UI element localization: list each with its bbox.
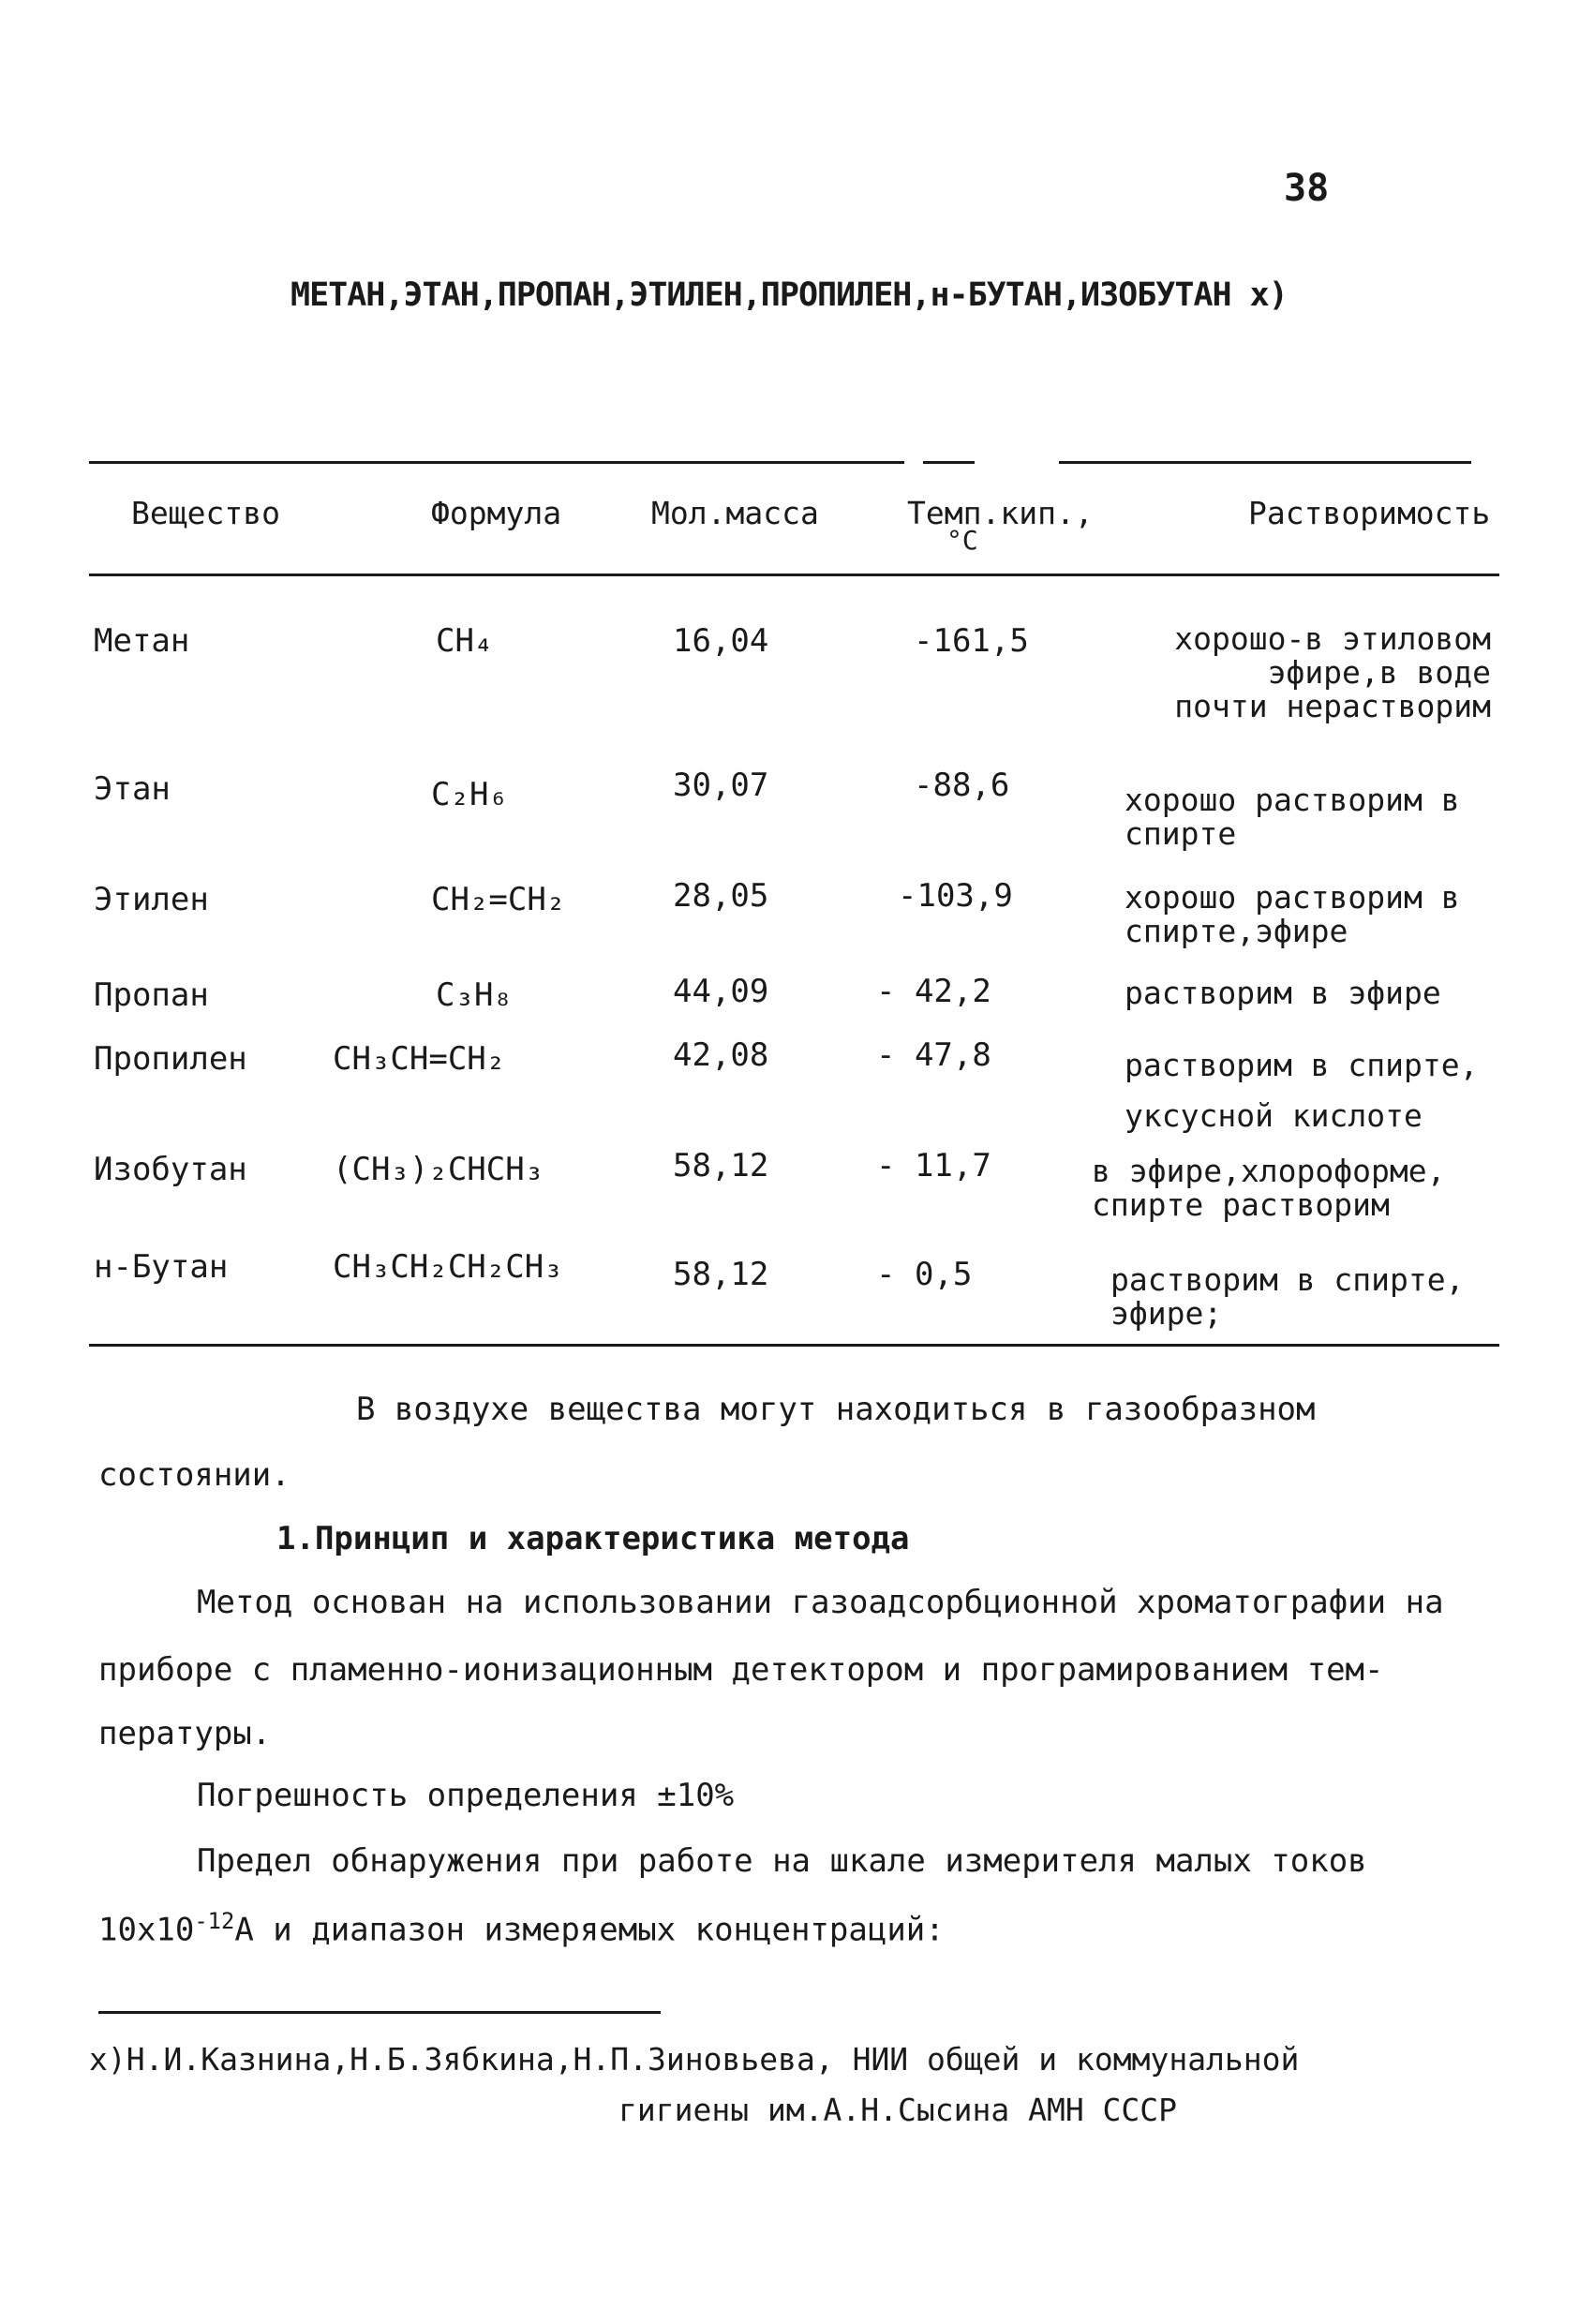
table-top-rule <box>89 461 904 464</box>
table-header-rule <box>89 574 1499 576</box>
cell-mol-mass: 30,07 <box>673 767 769 804</box>
cell-substance: Пропилен <box>94 1040 247 1078</box>
paragraph-air-state: В воздухе вещества могут находиться в газообразном <box>356 1391 1316 1428</box>
cell-mol-mass: 28,05 <box>673 877 769 915</box>
cell-formula: (CH₃)₂CHCH₃ <box>333 1151 544 1188</box>
cell-formula: CH₃CH₂CH₂CH₃ <box>333 1248 563 1286</box>
header-substance: Вещество <box>131 495 280 531</box>
detection-value: 10х10 <box>98 1911 195 1949</box>
cell-boil-temp: -103,9 <box>898 877 1013 915</box>
paragraph-detection-2 <box>98 1908 945 1948</box>
table-top-rule-segment <box>923 461 975 464</box>
paragraph-method-1: Метод основан на использовании газоадсорбционной хроматографии на <box>197 1584 1444 1621</box>
cell-solubility: хорошо-в этиловом эфире,в воде почти нерастворим <box>1174 620 1491 724</box>
cell-solubility: растворим в спирте, эфире; <box>1110 1261 1465 1332</box>
cell-substance: Изобутан <box>94 1151 247 1188</box>
cell-formula: CH₂=CH₂ <box>431 881 566 918</box>
cell-mol-mass: 16,04 <box>673 622 769 660</box>
cell-boil-temp: -161,5 <box>914 622 1029 660</box>
page-number: 38 <box>1284 167 1330 210</box>
cell-mol-mass: 58,12 <box>673 1147 769 1184</box>
detection-rest: А и диапазон измеряемых концентраций: <box>234 1911 945 1949</box>
header-boil-temp: Темп.кип., <box>907 495 1094 531</box>
header-solubility: Растворимость <box>1248 495 1491 531</box>
paragraph-air-state-cont: состоянии. <box>98 1456 290 1494</box>
cell-boil-temp: - 11,7 <box>876 1147 991 1184</box>
cell-substance: н-Бутан <box>94 1248 229 1286</box>
cell-boil-temp: -88,6 <box>914 767 1010 804</box>
cell-substance: Пропан <box>94 976 209 1014</box>
cell-solubility: растворим в спирте, уксусной кислоте <box>1125 1047 1479 1134</box>
paragraph-detection-1: Предел обнаружения при работе на шкале измерителя малых токов <box>197 1842 1367 1880</box>
cell-substance: Метан <box>94 622 190 660</box>
cell-substance: Этилен <box>94 881 209 918</box>
paragraph-error: Погрешность определения ±10% <box>197 1777 735 1814</box>
cell-mol-mass: 44,09 <box>673 973 769 1010</box>
cell-boil-temp: - 0,5 <box>876 1256 973 1293</box>
cell-formula: C₂H₆ <box>431 776 508 813</box>
header-boil-unit: °С <box>946 525 978 556</box>
paragraph-method-3: пературы. <box>98 1715 272 1752</box>
cell-solubility: хорошо растворим в спирте,эфире <box>1125 879 1460 949</box>
cell-solubility: в эфире,хлороформе, спирте растворим <box>1092 1153 1446 1223</box>
cell-formula: C₃H₈ <box>436 976 513 1014</box>
paragraph-method-2: приборе с пламенно-ионизационным детектором и програмированием тем- <box>98 1651 1384 1689</box>
document-title: МЕТАН,ЭТАН,ПРОПАН,ЭТИЛЕН,ПРОПИЛЕН,н-БУТАН,ИЗОБУТАН х) <box>290 276 1288 314</box>
table-top-rule-segment <box>1059 461 1471 464</box>
cell-substance: Этан <box>94 770 171 808</box>
header-formula: Формула <box>431 495 562 531</box>
cell-formula: CH₄ <box>436 622 494 660</box>
cell-solubility: растворим в эфире <box>1125 975 1441 1011</box>
footnote-line-2: гигиены им.А.Н.Сысина АМН СССР <box>618 2092 1178 2128</box>
header-mol-mass: Мол.масса <box>651 495 819 531</box>
footnote-line-1: х)Н.И.Казнина,Н.Б.Зябкина,Н.П.Зиновьева, НИИ общей и коммунальной <box>89 2041 1300 2078</box>
cell-boil-temp: - 47,8 <box>876 1036 991 1074</box>
table-bottom-rule <box>89 1344 1499 1347</box>
cell-solubility: хорошо растворим в спирте <box>1125 782 1460 852</box>
cell-mol-mass: 42,08 <box>673 1036 769 1074</box>
section-heading: 1.Принцип и характеристика метода <box>276 1520 910 1557</box>
cell-boil-temp: - 42,2 <box>876 973 991 1010</box>
detection-exponent: -12 <box>194 1908 235 1934</box>
footnote-rule <box>98 2011 661 2014</box>
cell-mol-mass: 58,12 <box>673 1256 769 1293</box>
cell-formula: CH₃CH=CH₂ <box>333 1040 506 1078</box>
